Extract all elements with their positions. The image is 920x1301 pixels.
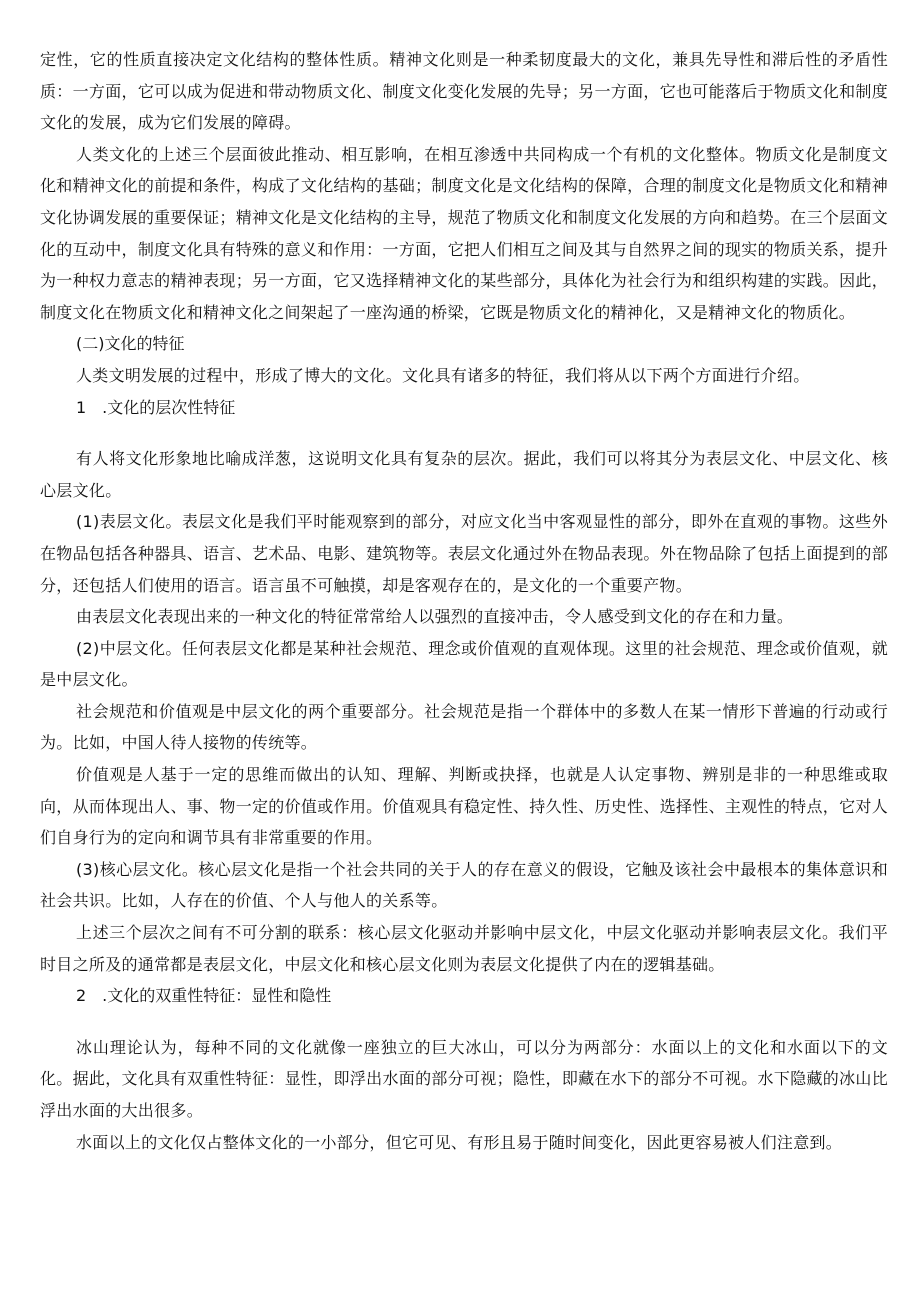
paragraph-values: 价值观是人基于一定的思维而做出的认知、理解、判断或抉择，也就是人认定事物、辨别是非的一种思维或取向，从而体现出人、事、物一定的价值或作用。价值观具有稳定性、持久性、历史性、选择性、主观性的特点，它对人们自身行为的定向和调节具有非常重要的作用。 xyxy=(40,765,888,848)
subsection-heading-dual-features: 2 .文化的双重性特征：显性和隐性 xyxy=(76,986,332,1006)
paragraph-social-norms: 社会规范和价值观是中层文化的两个重要部分。社会规范是指一个群体中的多数人在某一情形下普遍的行动或行为。比如，中国人待人接物的传统等。 xyxy=(40,701,888,753)
document-page xyxy=(40,44,888,1158)
paragraph-surface-impact: 由表层文化表现出来的一种文化的特征常常给人以强烈的直接冲击，令人感受到文化的存在和力量。 xyxy=(76,607,794,627)
paragraph-continuation: 定性，它的性质直接决定文化结构的整体性质。精神文化则是一种柔韧度最大的文化，兼具先导性和滞后性的矛盾性质：一方面，它可以成为促进和带动物质文化、制度文化变化发展的先导；另一方面，它也可能落后于物质文化和制度文化的发展，成为它们发展的障碍。 xyxy=(40,50,888,133)
paragraph-features-intro: 人类文明发展的过程中，形成了博大的文化。文化具有诸多的特征，我们将从以下两个方面进行介绍。 xyxy=(76,365,810,385)
paragraph-culture-layers-interaction: 人类文化的上述三个层面彼此推动、相互影响，在相互渗透中共同构成一个有机的文化整体。物质文化是制度文化和精神文化的前提和条件，构成了文化结构的基础；制度文化是文化结构的保障，合理的制度文化是物质文化和精神文化协调发展的重要保证；精神文化是文化结构的主导，规范了物质文化和制度文化发展的方向和趋势。在三个层面文化的互动中，制度文化具有特殊的意义和作用：一方面，它把人们相互之间及其与自然界之间的现实的物质关系，提升为一种权力意志的精神表现；另一方面，它又选择精神文化的某些部分，具体化为社会行为和组织构建的实践。因此，制度文化在物质文化和精神文化之间架起了一座沟通的桥梁，它既是物质文化的精神化，又是精神文化的物质化。 xyxy=(40,144,888,322)
subsection-heading-layer-features: 1 .文化的层次性特征 xyxy=(76,397,236,417)
section-heading-culture-features: (二)文化的特征 xyxy=(76,334,185,354)
paragraph-core-culture: (3)核心层文化。核心层文化是指一个社会共同的关于人的存在意义的假设，它触及该社会中最根本的集体意识和社会共识。比如，人存在的价值、个人与他人的关系等。 xyxy=(40,859,888,911)
paragraph-onion-metaphor: 有人将文化形象地比喻成洋葱，这说明文化具有复杂的层次。据此，我们可以将其分为表层文化、中层文化、核心层文化。 xyxy=(40,449,888,500)
paragraph-above-water-culture: 水面以上的文化仅占整体文化的一小部分，但它可见、有形且易于随时间变化，因此更容易被人们注意到。 xyxy=(76,1132,843,1152)
paragraph-surface-culture: (1)表层文化。表层文化是我们平时能观察到的部分，对应文化当中客观显性的部分，即外在直观的事物。这些外在物品包括各种器具、语言、艺术品、电影、建筑物等。表层文化通过外在物品表现。外在物品除了包括上面提到的部分，还包括人们使用的语言。语言虽不可触摸，却是客观存在的，是文化的一个重要产物。 xyxy=(40,512,888,595)
paragraph-layer-relations: 上述三个层次之间有不可分割的联系：核心层文化驱动并影响中层文化，中层文化驱动并影响表层文化。我们平时目之所及的通常都是表层文化，中层文化和核心层文化则为表层文化提供了内在的逻辑基础。 xyxy=(40,923,888,974)
paragraph-iceberg-theory: 冰山理论认为，每种不同的文化就像一座独立的巨大冰山，可以分为两部分：水面以上的文化和水面以下的文化。据此，文化具有双重性特征：显性，即浮出水面的部分可视；隐性，即藏在水下的部分不可视。水下隐藏的冰山比浮出水面的大出很多。 xyxy=(40,1037,888,1120)
paragraph-middle-culture: (2)中层文化。任何表层文化都是某种社会规范、理念或价值观的直观体现。这里的社会规范、理念或价值观，就是中层文化。 xyxy=(40,638,888,690)
